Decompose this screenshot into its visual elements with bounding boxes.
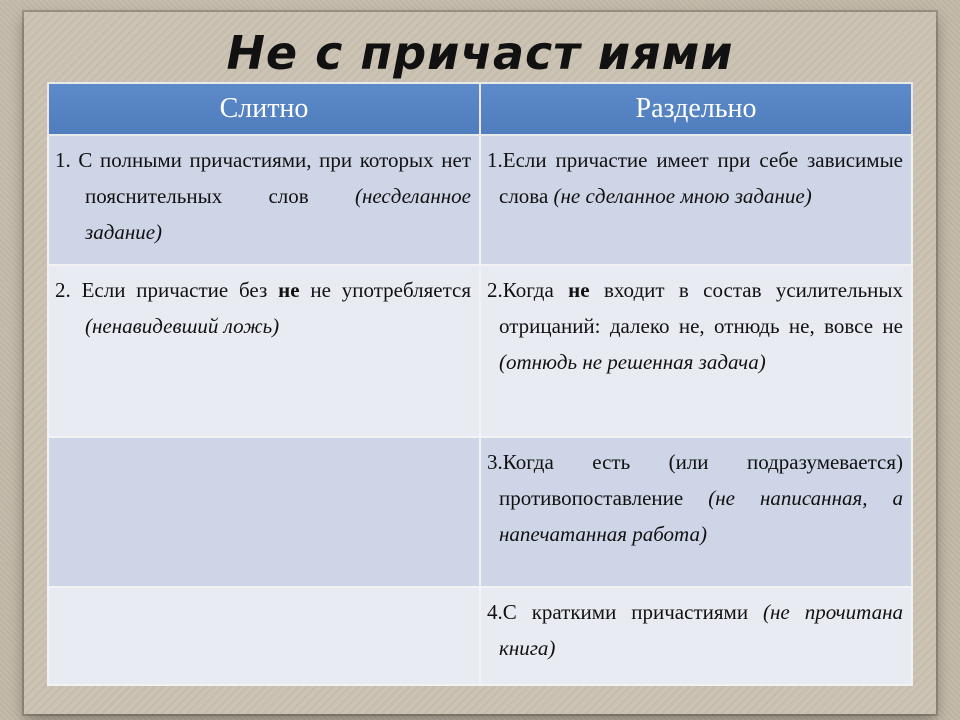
rule-example: (ненавидевший ложь) [85,314,280,338]
rule-separate-2 [480,265,912,437]
table-header-row [48,83,912,135]
rules-table [47,82,913,686]
rule-separate-4 [480,587,912,685]
empty-cell [48,587,480,685]
rule-together-2 [48,265,480,437]
slide-title: Не с причаст иями [226,26,734,80]
rule-separate-3 [480,437,912,587]
rule-text: Если причастие без [81,278,268,302]
rule-text: С краткими причастиями [502,600,749,624]
rule-number: 2. [487,278,503,302]
rule-example: (отнюдь не решенная задача) [499,350,766,374]
rule-text: входит в состав усилительных отрицаний: далеко не, отнюдь не, вовсе не [499,278,904,338]
rule-example: (не сделанное мною задание) [553,184,812,208]
rule-text: не употребляется [310,278,472,302]
table-row [48,587,912,685]
rule-number: 3. [487,450,503,474]
rule-example: (не написанная, а напечатанная работа) [499,486,903,546]
rule-number: 1. [487,148,503,172]
table-row [48,265,912,437]
rule-example: (несделанное задание) [85,184,471,244]
column-header-separate: Раздельно [480,83,912,135]
rule-bold-word: не [568,278,590,302]
rule-bold-word: не [278,278,300,302]
table-row [48,135,912,265]
rule-text: Когда есть (или подразумевается) противопоставление [499,450,903,510]
rule-separate-1 [480,135,912,265]
rule-number: 4. [487,600,503,624]
rule-together-1 [48,135,480,265]
table-row [48,437,912,587]
rule-text: Когда [502,278,554,302]
rule-text: Если причастие имеет при себе зависимые слова [499,148,903,208]
rule-number: 1. [55,148,71,172]
rule-example: (не прочитана книга) [499,600,904,660]
rule-number: 2. [55,278,71,302]
empty-cell [48,437,480,587]
rule-text: С полными причастиями, при которых нет пояснительных слов [78,148,472,208]
column-header-together: Слитно [48,83,480,135]
